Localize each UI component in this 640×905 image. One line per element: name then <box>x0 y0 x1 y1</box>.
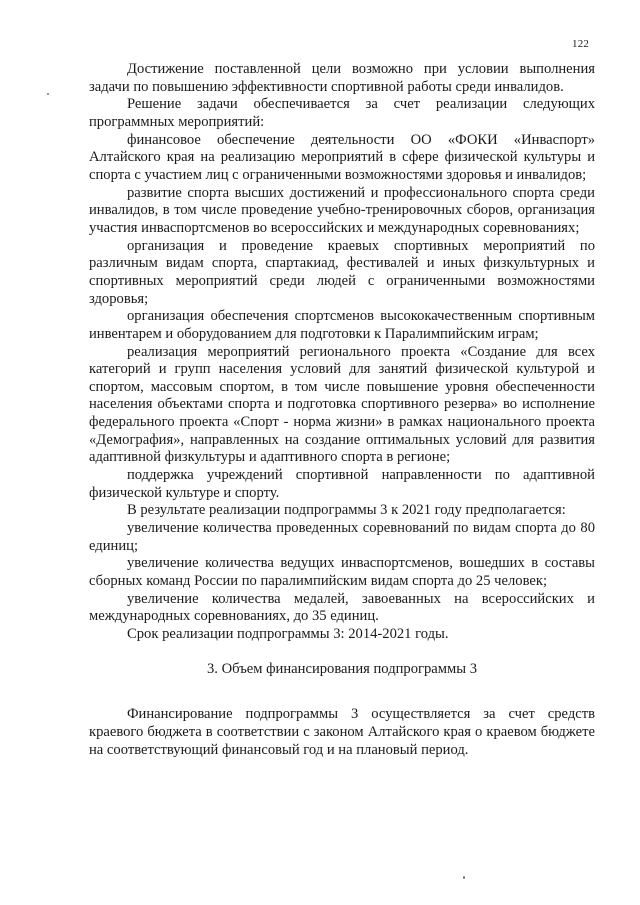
paragraph-funding: Финансирование подпрограммы 3 осуществляется за счет средств краевого бюджета в соответствии с законом Алтайского края о краевом бюджете на соответствующий финансовый год и на плановый период. <box>89 706 595 758</box>
paragraph-measures-intro: Решение задачи обеспечивается за счет реализации следующих программных мероприятий: <box>89 96 595 130</box>
scan-speck <box>463 876 465 879</box>
paragraph-goal: Достижение поставленной цели возможно при условии выполнения задачи по повышению эффективности спортивной работы среди инвалидов. <box>89 61 595 95</box>
page-number: 122 <box>572 38 590 50</box>
paragraph-result-medals: увеличение количества медалей, завоеванных на всероссийских и международных соревнованиях, до 35 единиц. <box>89 590 595 625</box>
paragraph-elite-sport: развитие спорта высших достижений и профессионального спорта среди инвалидов, в том числе проведение учебно-тренировочных сборов, организация участия инваспортсменов во всероссийских и международных соревнованиях; <box>89 184 595 236</box>
paragraph-term: Срок реализации подпрограммы 3: 2014-2021 годы. <box>127 626 449 642</box>
paragraph-regional-events: организация и проведение краевых спортивных мероприятий по различным видам спорта, спартакиад, фестивалей и иных физкультурных и спортивных мероприятий среди людей с ограниченными возможностями здоровья; <box>89 237 595 307</box>
paragraph-institution-support: поддержка учреждений спортивной направленности по адаптивной физической культуре и спорту. <box>89 467 595 501</box>
section-heading: 3. Объем финансирования подпрограммы 3 <box>207 660 477 677</box>
paragraph-equipment: организация обеспечения спортсменов высококачественным спортивным инвентарем и оборудованием для подготовки к Паралимпийским играм; <box>89 308 595 342</box>
paragraph-result-athletes: увеличение количества ведущих инваспортсменов, вошедших в составы сборных команд России по паралимпийским видам спорта до 25 человек; <box>89 555 595 590</box>
paragraph-results-intro: В результате реализации подпрограммы 3 к 2021 году предполагается: <box>127 502 566 519</box>
scan-speck <box>47 93 49 95</box>
paragraph-financing-foki: финансовое обеспечение деятельности ОО «ФОКИ «Инваспорт» Алтайского края на реализацию мероприятий в сфере физической культуры и спорта с участием лиц с ограниченными возможностями здоровья и инвалидов; <box>89 131 595 183</box>
paragraph-regional-project: реализация мероприятий регионального проекта «Создание для всех категорий и групп населения условий для занятий физической культурой и спортом, массовым спортом, в том числе повышение уровня обеспеченности населения объектами спорта и подготовка спортивного резерва» во исполнение федерального проекта «Спорт - норма жизни» в рамках национального проекта «Демография», направленных на создание оптимальных условий для развития адаптивной физкультуры и адаптивного спорта в регионе; <box>89 343 595 466</box>
paragraph-result-competitions: увеличение количества проведенных соревнований по видам спорта до 80 единиц; <box>89 520 595 554</box>
body-text <box>89 61 595 759</box>
